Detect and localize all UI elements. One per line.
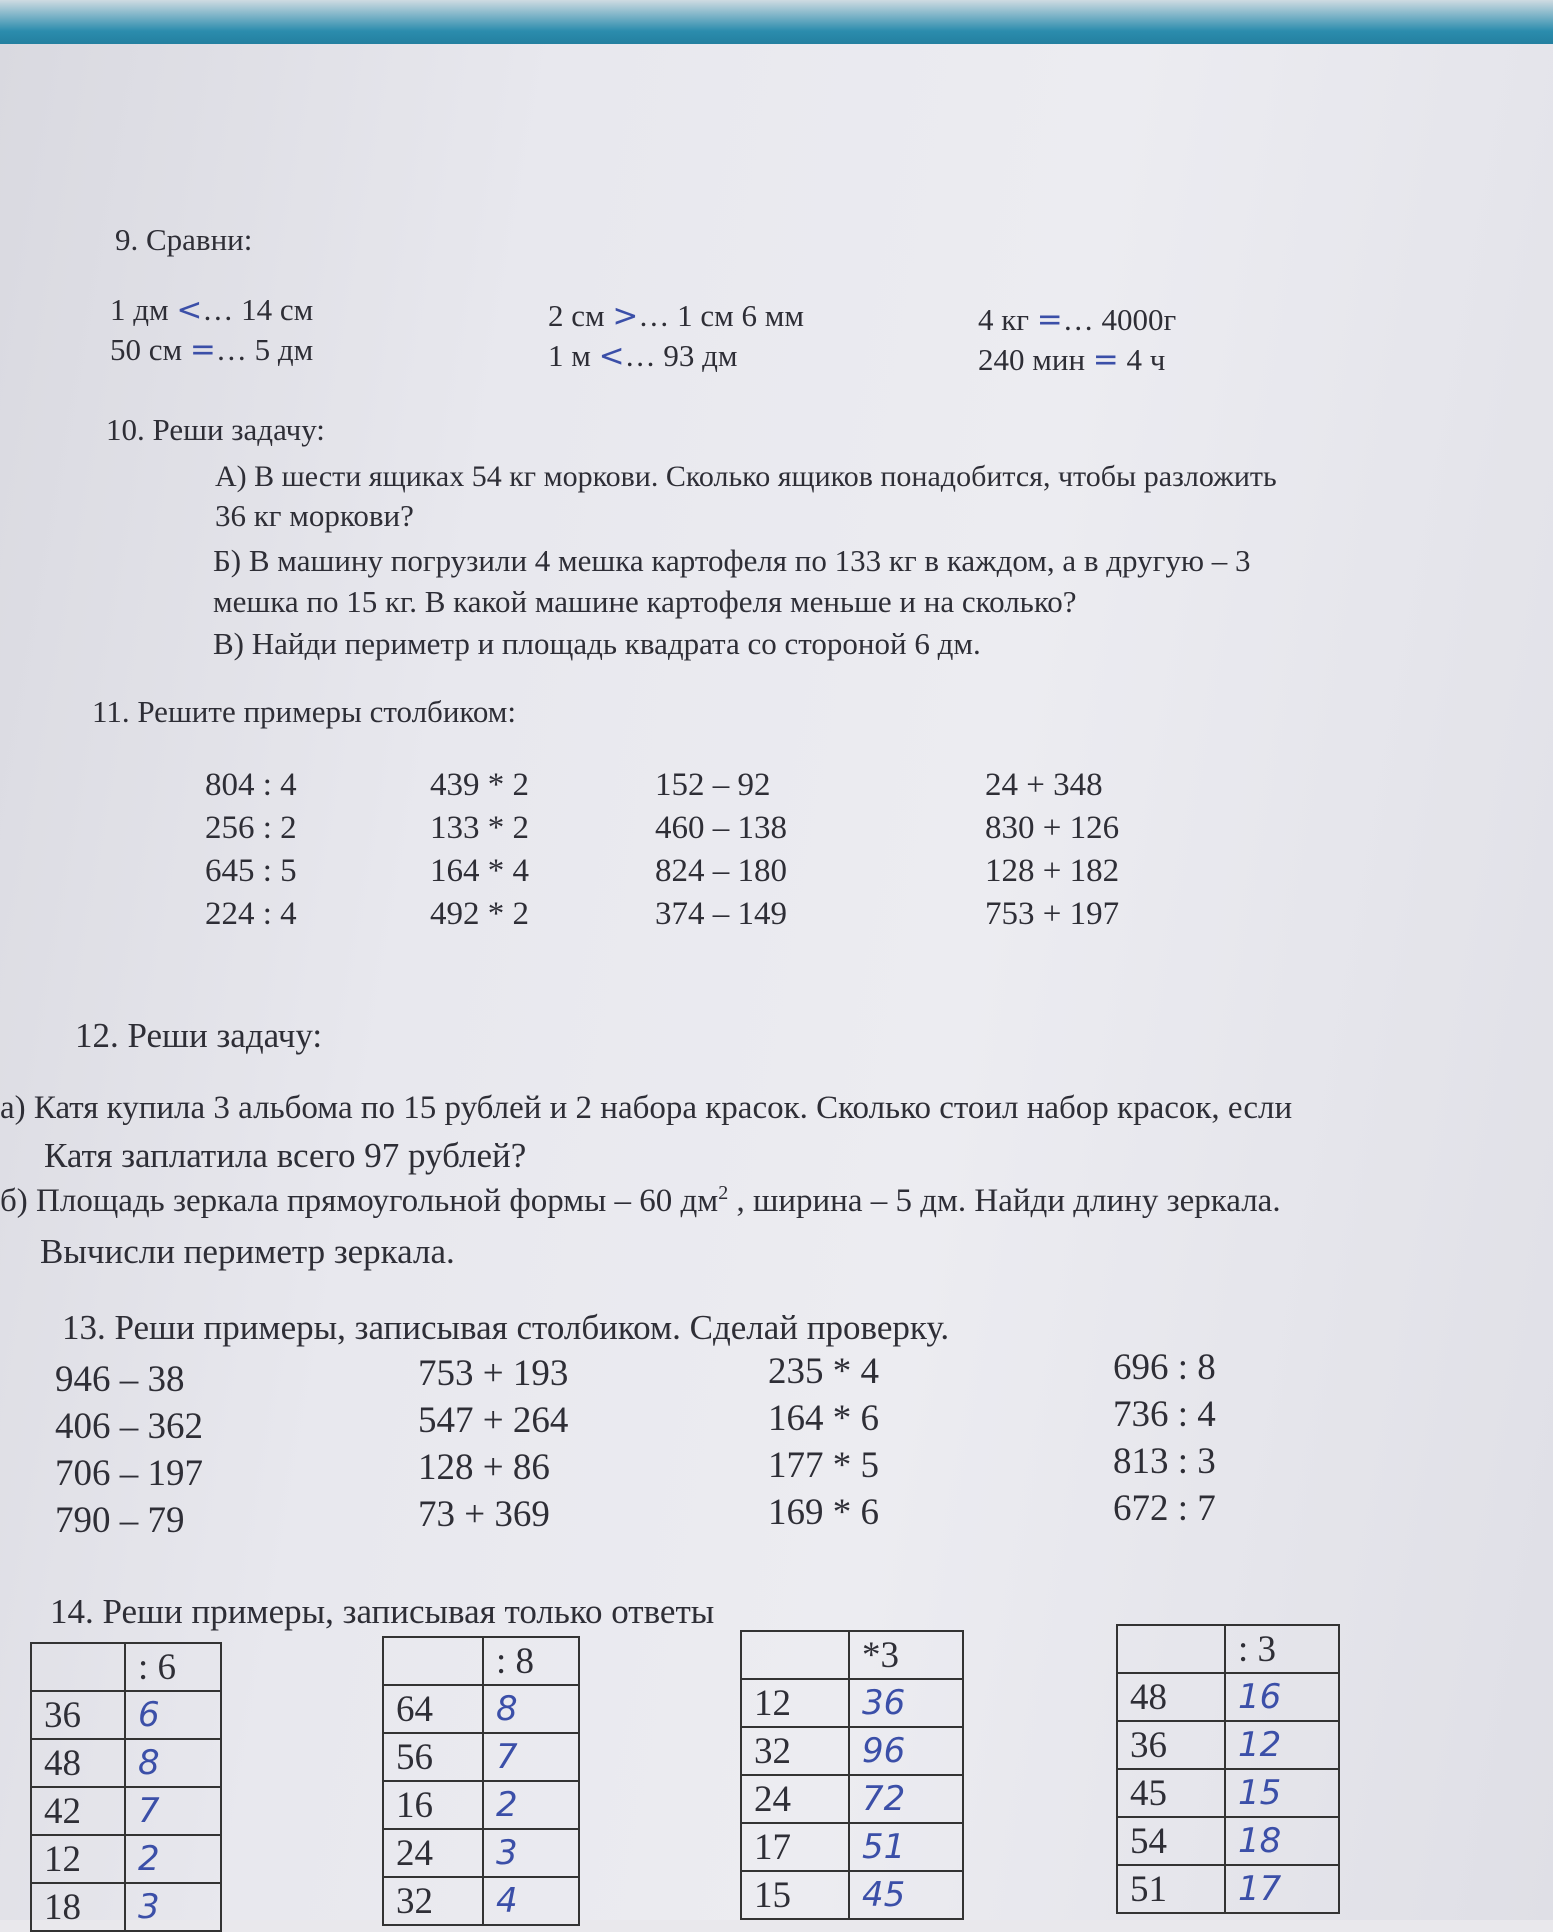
task10-line: мешка по 15 кг. В какой машине картофеля меньше и на сколько? bbox=[213, 584, 1077, 619]
example: 224 : 4 bbox=[205, 896, 297, 932]
example: 406 – 362 bbox=[55, 1406, 203, 1447]
handwritten-answer: 2 bbox=[483, 1781, 579, 1829]
task10-title: 10. Реши задачу: bbox=[106, 412, 325, 447]
example: 164 * 4 bbox=[430, 853, 529, 889]
compare-left: 240 мин bbox=[978, 342, 1086, 377]
compare-right: 5 дм bbox=[254, 332, 314, 367]
table-row bbox=[741, 1823, 963, 1871]
table-cell: 48 bbox=[31, 1739, 125, 1787]
compare-right: 93 дм bbox=[663, 338, 738, 373]
table-cell bbox=[383, 1637, 483, 1685]
task12-line: а) Катя купила 3 альбома по 15 рублей и 2 набора красок. Сколько стоил набор красок, если bbox=[0, 1090, 1293, 1126]
task11-column bbox=[655, 764, 787, 936]
handwritten-answer: 51 bbox=[849, 1823, 963, 1871]
table-row bbox=[741, 1727, 963, 1775]
handwritten-answer: 7 bbox=[483, 1733, 579, 1781]
task14-title: 14. Реши примеры, записывая только ответы bbox=[50, 1592, 715, 1631]
table-header: : 8 bbox=[483, 1637, 579, 1685]
example: 547 + 264 bbox=[418, 1400, 569, 1441]
task13-column bbox=[1113, 1344, 1216, 1532]
table-cell: 64 bbox=[383, 1685, 483, 1733]
task9-title: 9. Сравни: bbox=[115, 222, 253, 257]
example: 672 : 7 bbox=[1113, 1488, 1216, 1529]
compare-right: 1 см 6 мм bbox=[677, 298, 804, 333]
table-header: : 6 bbox=[125, 1643, 221, 1691]
table-row bbox=[383, 1733, 579, 1781]
compare-left: 1 м bbox=[548, 338, 591, 373]
compare-right: 14 см bbox=[241, 292, 314, 327]
example: 790 – 79 bbox=[55, 1500, 185, 1541]
example: 128 + 86 bbox=[418, 1447, 550, 1488]
task13-column bbox=[55, 1356, 203, 1544]
example: 753 + 197 bbox=[985, 896, 1120, 932]
compare-item bbox=[978, 342, 1165, 378]
compare-item: 1 дм <… 14 см bbox=[110, 292, 314, 328]
example: 152 – 92 bbox=[655, 767, 771, 803]
table-cell: 32 bbox=[741, 1727, 849, 1775]
example: 813 : 3 bbox=[1113, 1441, 1216, 1482]
table-row bbox=[741, 1775, 963, 1823]
task11-column bbox=[430, 764, 529, 936]
task12-line: Вычисли периметр зеркала. bbox=[40, 1232, 455, 1271]
table-cell: 12 bbox=[31, 1835, 125, 1883]
table-row bbox=[1117, 1673, 1339, 1721]
example: 374 – 149 bbox=[655, 896, 787, 932]
example: 706 – 197 bbox=[55, 1453, 203, 1494]
table-row bbox=[1117, 1721, 1339, 1769]
task11-column bbox=[205, 764, 297, 936]
example: 830 + 126 bbox=[985, 810, 1120, 846]
table-row bbox=[31, 1883, 221, 1931]
table-row bbox=[741, 1679, 963, 1727]
table-cell bbox=[1117, 1625, 1225, 1673]
example: 73 + 369 bbox=[418, 1494, 550, 1535]
table-cell: 18 bbox=[31, 1883, 125, 1931]
handwritten-answer: 8 bbox=[483, 1685, 579, 1733]
table-row bbox=[1117, 1865, 1339, 1913]
task10-line: А) В шести ящиках 54 кг моркови. Сколько ящиков понадобится, чтобы разложить bbox=[215, 460, 1277, 493]
handwritten-answer: 7 bbox=[125, 1787, 221, 1835]
table-cell: 24 bbox=[383, 1829, 483, 1877]
table-cell: 42 bbox=[31, 1787, 125, 1835]
answer-table bbox=[740, 1630, 964, 1920]
example: 753 + 193 bbox=[418, 1353, 569, 1394]
compare-item: 4 кг =… 4000г bbox=[978, 302, 1177, 338]
table-row bbox=[383, 1685, 579, 1733]
compare-left: 4 кг bbox=[978, 302, 1030, 337]
table-cell: 17 bbox=[741, 1823, 849, 1871]
answer-table bbox=[30, 1642, 222, 1932]
table-cell: 15 bbox=[741, 1871, 849, 1919]
table-cell: 16 bbox=[383, 1781, 483, 1829]
compare-sign-handwritten: = bbox=[1092, 342, 1119, 378]
handwritten-answer: 3 bbox=[483, 1829, 579, 1877]
example: 696 : 8 bbox=[1113, 1347, 1216, 1388]
table-cell bbox=[383, 1637, 579, 1685]
table-cell: 56 bbox=[383, 1733, 483, 1781]
example: 824 – 180 bbox=[655, 853, 787, 889]
task10-line: Б) В машину погрузили 4 мешка картофеля по 133 кг в каждом, а в другую – 3 bbox=[213, 543, 1251, 578]
example: 177 * 5 bbox=[768, 1445, 879, 1486]
table-cell bbox=[31, 1643, 125, 1691]
compare-sign-handwritten: < bbox=[176, 292, 203, 328]
handwritten-answer: 15 bbox=[1225, 1769, 1339, 1817]
table-row bbox=[1117, 1817, 1339, 1865]
table-cell: 32 bbox=[383, 1877, 483, 1925]
table-cell: 12 bbox=[741, 1679, 849, 1727]
compare-item: 2 см >… 1 см 6 мм bbox=[548, 298, 804, 334]
task10-line: 36 кг моркови? bbox=[215, 498, 414, 533]
handwritten-answer: 17 bbox=[1225, 1865, 1339, 1913]
table-cell bbox=[741, 1631, 849, 1679]
compare-sign-handwritten: < bbox=[598, 338, 625, 374]
handwritten-answer: 18 bbox=[1225, 1817, 1339, 1865]
handwritten-answer: 36 bbox=[849, 1679, 963, 1727]
table-row bbox=[31, 1739, 221, 1787]
table-row bbox=[1117, 1769, 1339, 1817]
compare-sign-handwritten: > bbox=[612, 298, 639, 334]
table-cell: 36 bbox=[1117, 1721, 1225, 1769]
table-cell: 54 bbox=[1117, 1817, 1225, 1865]
example: 736 : 4 bbox=[1113, 1394, 1216, 1435]
task13-column bbox=[768, 1348, 879, 1536]
handwritten-answer: 2 bbox=[125, 1835, 221, 1883]
handwritten-answer: 3 bbox=[125, 1883, 221, 1931]
compare-sign-handwritten: = bbox=[189, 332, 216, 368]
table-cell: 45 bbox=[1117, 1769, 1225, 1817]
example: 164 * 6 bbox=[768, 1398, 879, 1439]
table-cell bbox=[1117, 1625, 1339, 1673]
task12-text: , ширина – 5 дм. Найди длину зеркала. bbox=[736, 1183, 1281, 1219]
example: 946 – 38 bbox=[55, 1359, 185, 1400]
example: 804 : 4 bbox=[205, 767, 297, 803]
table-header: : 3 bbox=[1225, 1625, 1339, 1673]
table-row bbox=[31, 1787, 221, 1835]
table-cell: 36 bbox=[31, 1691, 125, 1739]
example: 24 + 348 bbox=[985, 767, 1103, 803]
handwritten-answer: 12 bbox=[1225, 1721, 1339, 1769]
answer-table bbox=[382, 1636, 580, 1926]
table-header: *3 bbox=[849, 1631, 963, 1679]
table-row bbox=[383, 1829, 579, 1877]
task12-line bbox=[0, 1182, 1281, 1220]
table-cell: 48 bbox=[1117, 1673, 1225, 1721]
table-cell bbox=[741, 1631, 963, 1679]
example: 439 * 2 bbox=[430, 767, 529, 803]
compare-left: 2 см bbox=[548, 298, 605, 333]
example: 256 : 2 bbox=[205, 810, 297, 846]
compare-left: 1 дм bbox=[110, 292, 169, 327]
answer-table bbox=[1116, 1624, 1340, 1914]
example: 169 * 6 bbox=[768, 1492, 879, 1533]
table-row bbox=[741, 1871, 963, 1919]
example: 235 * 4 bbox=[768, 1351, 879, 1392]
table-cell bbox=[31, 1643, 221, 1691]
table-row bbox=[31, 1691, 221, 1739]
compare-sign-handwritten: = bbox=[1036, 302, 1063, 338]
task12-title: 12. Реши задачу: bbox=[75, 1016, 323, 1055]
compare-right: 4 ч bbox=[1126, 342, 1166, 377]
example: 128 + 182 bbox=[985, 853, 1120, 889]
compare-right: 4000г bbox=[1101, 302, 1177, 337]
table-cell: 51 bbox=[1117, 1865, 1225, 1913]
handwritten-answer: 72 bbox=[849, 1775, 963, 1823]
example: 460 – 138 bbox=[655, 810, 787, 846]
task11-column bbox=[985, 764, 1119, 936]
task13-title: 13. Реши примеры, записывая столбиком. Сделай проверку. bbox=[62, 1308, 950, 1347]
handwritten-answer: 45 bbox=[849, 1871, 963, 1919]
handwritten-answer: 16 bbox=[1225, 1673, 1339, 1721]
handwritten-answer: 8 bbox=[125, 1739, 221, 1787]
compare-item: 1 м <… 93 дм bbox=[548, 338, 738, 374]
table-row bbox=[383, 1877, 579, 1925]
task12-line: Катя заплатила всего 97 рублей? bbox=[44, 1136, 527, 1175]
task11-title: 11. Решите примеры столбиком: bbox=[92, 694, 517, 729]
task13-column bbox=[418, 1350, 568, 1538]
handwritten-answer: 4 bbox=[483, 1877, 579, 1925]
compare-left: 50 см bbox=[110, 332, 183, 367]
task12-text: б) Площадь зеркала прямоугольной формы – 60 дм bbox=[0, 1183, 719, 1219]
task10-line: В) Найди периметр и площадь квадрата со стороной 6 дм. bbox=[213, 626, 981, 661]
table-row bbox=[383, 1781, 579, 1829]
example: 645 : 5 bbox=[205, 853, 297, 889]
example: 133 * 2 bbox=[430, 810, 529, 846]
handwritten-answer: 96 bbox=[849, 1727, 963, 1775]
superscript: 2 bbox=[718, 1182, 729, 1204]
handwritten-answer: 6 bbox=[125, 1691, 221, 1739]
example: 492 * 2 bbox=[430, 896, 529, 932]
table-cell: 24 bbox=[741, 1775, 849, 1823]
compare-item: 50 см =… 5 дм bbox=[110, 332, 314, 368]
table-row bbox=[31, 1835, 221, 1883]
